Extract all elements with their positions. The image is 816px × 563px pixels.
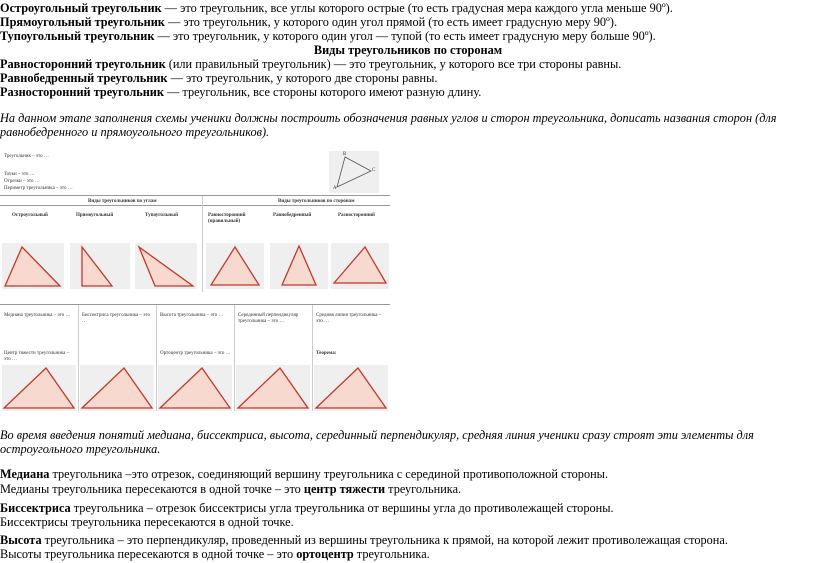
type-equilateral: Равносторонний (правильный) [208, 213, 246, 224]
perp-bisector-triangle [236, 365, 310, 411]
vertex-label-a: A [333, 186, 337, 191]
scheme-points: Точки – это … [4, 172, 35, 177]
divider [78, 305, 79, 411]
bisector-triangle [80, 365, 154, 411]
def-acute: Остроугольный треугольник — это треугольник, все углы которого острые (то есть градусная мера каждого угла меньше 90º). [0, 1, 673, 15]
vertex-label-b: B [343, 152, 347, 157]
def-obtuse: Тупоугольный треугольник — это треугольник, у которого один угол — тупой (то есть имеет градусную меру больше 90º). [0, 29, 656, 43]
by-sides-heading: Виды треугольников по сторонам [278, 199, 355, 204]
center-gravity: Центр тяжести треугольника – это … [4, 351, 70, 362]
bisector-def: Биссектриса треугольника – отрезок биссектрисы угла треугольника от вершины угла до противолежащей стороны. [0, 501, 614, 515]
element-perp-bisector: Серединный перпендикуляр треугольника – это … [238, 313, 299, 324]
divider [156, 305, 157, 411]
sides-heading: Виды треугольников по сторонам [313, 43, 503, 57]
type-obtuse: Тупоугольный [145, 213, 178, 218]
def-right: Прямоугольный треугольник — это треугольник, у которого один угол прямой (то есть имеет градусную меру 90º). [0, 15, 618, 29]
divider [234, 305, 235, 411]
def-isosceles: Равнобедренный треугольник — это треугольник, у которого две стороны равны. [0, 71, 438, 85]
by-angles-heading: Виды треугольников по углам [88, 199, 157, 204]
scheme-perimeter: Периметр треугольника – это … [4, 186, 73, 191]
type-right: Прямоугольный [76, 213, 114, 218]
divider [0, 304, 390, 305]
type-acute: Остроугольный [12, 213, 48, 218]
altitude-def: Высота треугольника – это перпендикуляр, проведенный из вершины треугольника к прямой, на которой лежит противолежащая сторона. [0, 533, 728, 547]
divider [312, 305, 313, 411]
scalene-triangle [331, 243, 389, 289]
bisector-line2: Биссектрисы треугольника пересекаются в одной точке. [0, 515, 294, 529]
type-scalene: Разносторонний [338, 213, 375, 218]
note-2: Во время введения понятий медиана, биссектриса, высота, серединный перпендикуляр, средняя линия ученики сразу строят эти элементы для остроугольного треугольника. [0, 428, 754, 456]
divider [202, 196, 203, 292]
equilateral-triangle [206, 243, 264, 289]
def-scalene: Разносторонний треугольник — треугольник, все стороны которого имеют разную длину. [0, 85, 482, 99]
median-def: Медиана треугольника –это отрезок, соединяющий вершину треугольника с серединой противоположной стороны. [0, 467, 609, 481]
def-equilateral: Равносторонний треугольник (или правильный треугольник) — это треугольник, у которого все три стороны равны. [0, 57, 622, 71]
median-triangle [2, 365, 76, 411]
element-median: Медиана треугольника – это … [4, 313, 71, 318]
acute-triangle [2, 243, 64, 289]
obtuse-triangle [135, 243, 197, 289]
median-line2: Медианы треугольника пересекаются в одной точке – это центр тяжести треугольника. [0, 482, 462, 496]
altitude-triangle [158, 365, 232, 411]
element-altitude: Высота треугольника – это … [160, 313, 224, 318]
theorem: Теорема: [316, 351, 337, 356]
element-midline: Средняя линия треугольника – это … [316, 313, 382, 324]
scheme-triangle-def: Треугольник – это … [4, 154, 49, 159]
isosceles-triangle [270, 243, 328, 289]
divider [0, 195, 390, 196]
divider [0, 205, 390, 206]
altitude-line2: Высоты треугольника пересекаются в одной точке – это ортоцентр треугольника. [0, 547, 430, 561]
element-bisector: Биссектриса треугольника – это … [82, 313, 150, 324]
note-1: На данном этапе заполнения схемы ученики должны построить обозначения равных углов и сторон треугольника, дописать названия сторон (для равнобедренного и прямоугольного треугольников). [0, 111, 777, 139]
type-isosceles: Равнобедренный [273, 213, 312, 218]
scheme-segments: Отрезки – это … [4, 179, 40, 184]
vertex-label-c: C [372, 168, 376, 173]
orthocenter: Ортоцентр треугольника – это … [160, 351, 231, 356]
midline-triangle [314, 365, 388, 411]
right-triangle [70, 243, 130, 289]
